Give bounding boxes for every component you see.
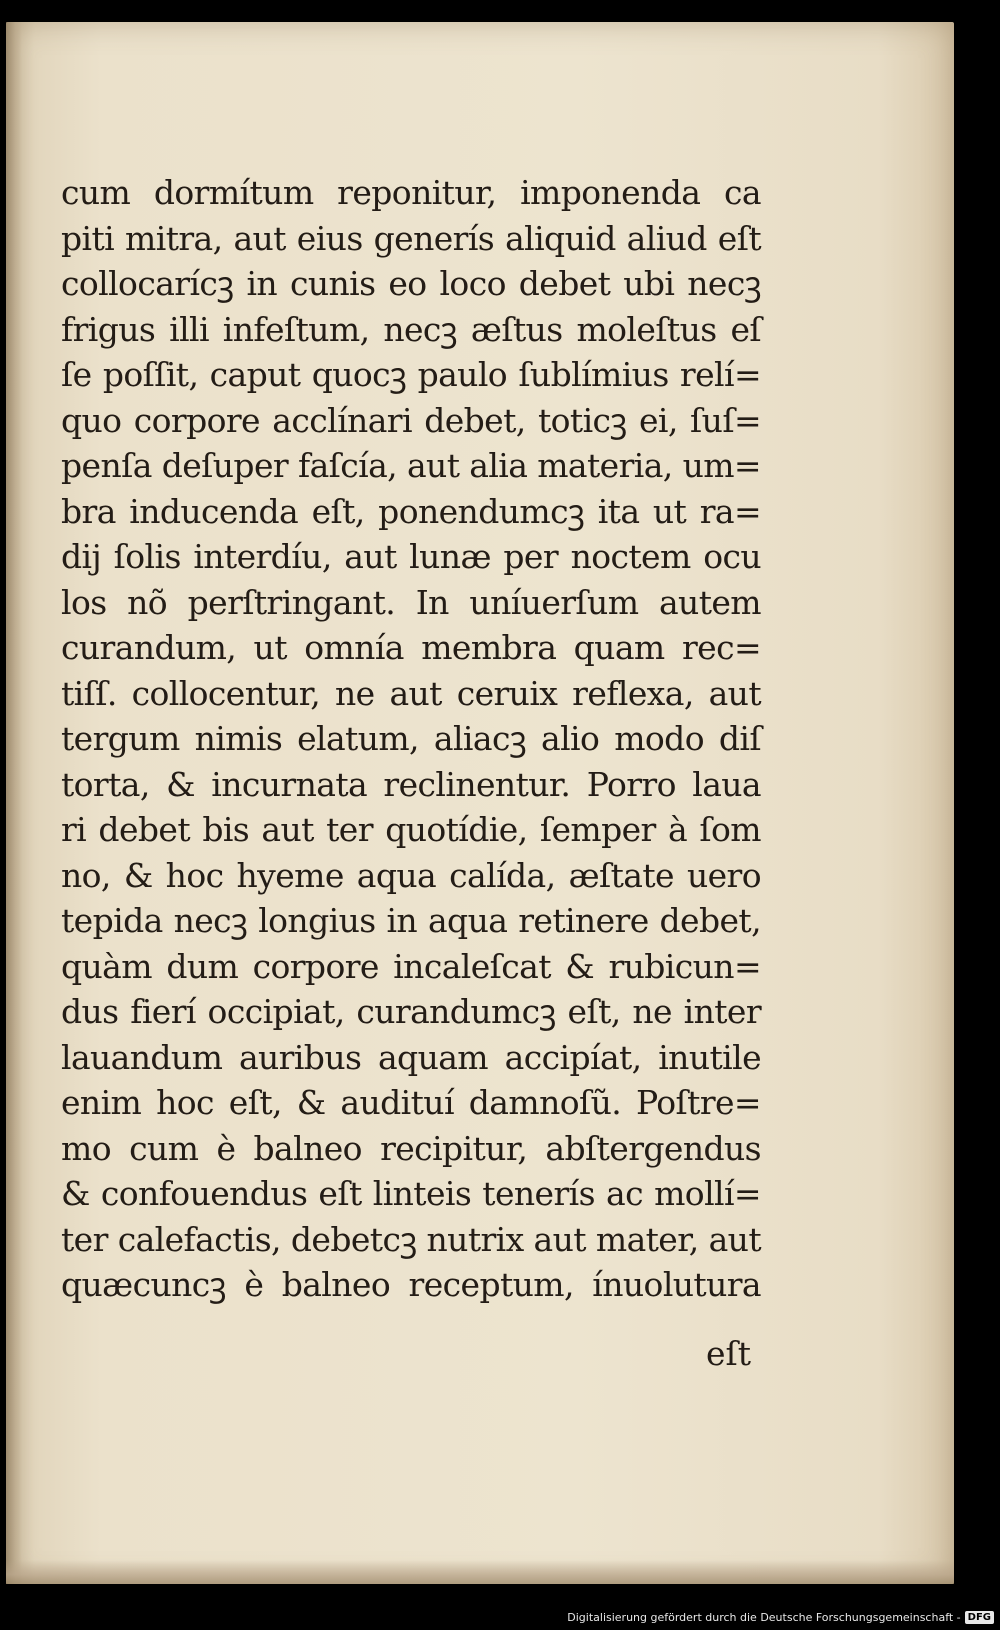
catchword: eſt — [706, 1334, 752, 1373]
text-line: penſa deſuper faſcía, aut alia materia, um= — [61, 446, 761, 485]
digitization-credit — [567, 1607, 994, 1627]
text-line: lauandum auribus aquam accipíat, inutile — [61, 1037, 761, 1077]
text-line: quæcuncꝫ è balneo receptum, ínuolutura — [61, 1265, 761, 1304]
text-line: dus fierí occipiat, curandumcꝫ eſt, ne inter — [61, 992, 761, 1031]
text-line: enim hoc eſt, & audituí damnoſũ. Poſtre= — [61, 1083, 761, 1122]
text-line: frigus illi infeſtum, necꝫ æſtus moleſtus eſ — [61, 309, 761, 349]
dfg-logo-icon: DFG — [965, 1611, 994, 1624]
text-line: quàm dum corpore incaleſcat & rubicun= — [61, 946, 761, 986]
text-line: tepida necꝫ longius in aqua retinere debet, — [61, 901, 761, 940]
text-line: dij ſolis interdíu, aut lunæ per noctem ocu — [61, 537, 761, 576]
text-line: torta, & incurnata reclinentur. Porro laua — [61, 764, 761, 804]
text-line: & confouendus eſt linteis tenerís ac mollí= — [61, 1174, 761, 1213]
page-text — [61, 170, 761, 1308]
text-line: ter calefactis, debetcꝫ nutrix aut mater, aut — [61, 1219, 761, 1259]
text-line: no, & hoc hyeme aqua calída, æſtate uero — [61, 855, 761, 895]
text-line: tiſſ. collocentur, ne aut ceruix reflexa, aut — [61, 673, 761, 713]
book-page — [6, 22, 954, 1584]
text-line: mo cum è balneo recipitur, abſtergendus — [61, 1128, 761, 1168]
text-line: collocarícꝫ in cunis eo loco debet ubi necꝫ — [61, 264, 761, 303]
text-line: ri debet bis aut ter quotídie, ſemper à ſom — [61, 810, 761, 849]
text-line: piti mitra, aut eius generís aliquid aliud eſt — [61, 218, 761, 258]
text-line: tergum nimis elatum, aliacꝫ alio modo diſ — [61, 719, 761, 758]
text-line: curandum, ut omnía membra quam rec= — [61, 628, 761, 667]
page-edge — [6, 1560, 954, 1584]
credit-text: Digitalisierung gefördert durch die Deutsche Forschungsgemeinschaft - — [567, 1610, 961, 1624]
text-line: bra inducenda eſt, ponendumcꝫ ita ut ra= — [61, 491, 761, 531]
text-line: quo corpore acclínari debet, toticꝫ ei, ſuſ= — [61, 400, 761, 440]
text-line: ſe poſſit, caput quocꝫ paulo ſublímius relí= — [61, 355, 761, 394]
text-line: los nõ perſtringant. In uníuerſum autem — [61, 582, 761, 622]
text-line: cum dormítum reponitur, imponenda ca — [61, 173, 761, 212]
